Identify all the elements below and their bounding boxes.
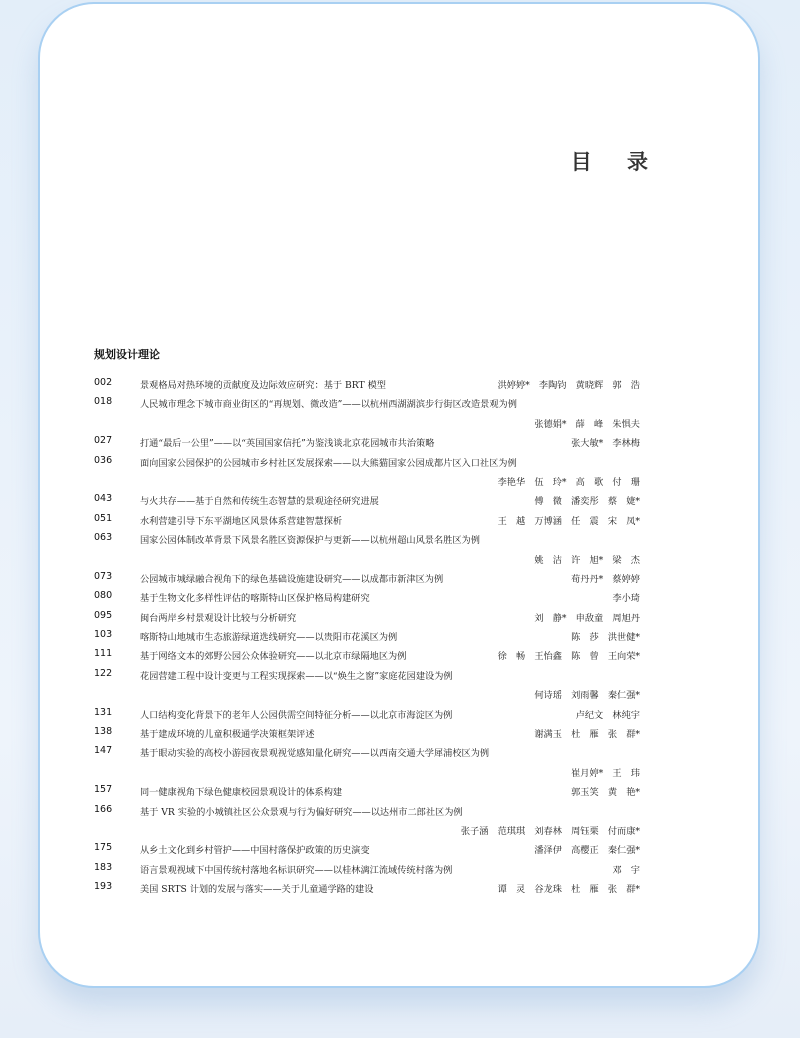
- toc-authors: 王 越 万博涵 任 震 宋 凤*: [497, 515, 640, 527]
- toc-article-title: 从乡土文化到乡村管护——中国村落保护政策的历史演变: [140, 845, 370, 857]
- toc-entry: [94, 762, 640, 781]
- toc-article-title: 闽台两岸乡村景观设计比较与分析研究: [140, 612, 297, 624]
- toc-page-number: 018: [94, 396, 113, 408]
- toc-article-title: 公园城市城绿融合视角下的绿色基础设施建设研究——以成都市新津区为例: [140, 573, 444, 585]
- toc-authors: 刘 静* 申敌童 周旭丹: [534, 612, 640, 624]
- toc-entry: [94, 704, 640, 723]
- toc-entry: [94, 626, 640, 645]
- toc-article-title: 基于建成环境的儿童积极通学决策框架评述: [140, 729, 315, 741]
- toc-entry: [94, 471, 640, 490]
- toc-entry: [94, 820, 640, 839]
- toc-entry: [94, 878, 640, 897]
- toc-authors: 邓 宇: [612, 864, 640, 876]
- toc-article-title: 花园营建工程中设计变更与工程实现探索——以“焕生之窗”家庭花园建设为例: [140, 670, 453, 682]
- toc-page-number: 157: [94, 784, 113, 796]
- toc-authors: 张德娟* 薛 峰 朱惧夫: [534, 418, 640, 430]
- toc-page-number: 043: [94, 493, 113, 505]
- toc-authors: 崔月婷* 王 玮: [571, 767, 640, 779]
- toc-authors: 何诗瑶 刘雨馨 秦仁强*: [534, 690, 640, 702]
- toc-article-title: 基于网络文本的郊野公园公众体验研究——以北京市绿隔地区为例: [140, 651, 407, 663]
- toc-page-number: 131: [94, 706, 113, 718]
- toc-article-title: 人口结构变化背景下的老年人公园供需空间特征分析——以北京市海淀区为例: [140, 709, 453, 721]
- toc-page-number: 122: [94, 667, 113, 679]
- toc-article-title: 面向国家公园保护的公园城市乡村社区发展探索——以大熊猫国家公园成都片区入口社区为例: [140, 457, 517, 469]
- toc-authors: 谢满玉 杜 雁 张 群*: [534, 729, 640, 741]
- toc-authors: 傅 微 潘奕彤 蔡 婕*: [534, 496, 640, 508]
- toc-entry: [94, 510, 640, 529]
- toc-entry: [94, 452, 640, 471]
- toc-article-title: 国家公园体制改革背景下风景名胜区资源保护与更新——以杭州超山风景名胜区为例: [140, 535, 480, 547]
- toc-page-number: 063: [94, 532, 113, 544]
- toc-entry: [94, 607, 640, 626]
- toc-page-number: 183: [94, 861, 113, 873]
- toc-entry: [94, 568, 640, 587]
- toc-page-number: 138: [94, 726, 113, 738]
- toc-authors: 姚 洁 许 旭* 梁 杰: [534, 554, 640, 566]
- toc-entry: [94, 665, 640, 684]
- toc-page-number: 147: [94, 745, 113, 757]
- toc-entry: [94, 432, 640, 451]
- toc-authors: 潘泽伊 高樱正 秦仁强*: [534, 845, 640, 857]
- toc-authors: 荀丹丹* 蔡婷婷: [571, 573, 640, 585]
- toc-entry: [94, 742, 640, 761]
- toc-entry: [94, 723, 640, 742]
- toc-page-number: 103: [94, 629, 113, 641]
- toc-authors: 张大敏* 李林梅: [571, 438, 640, 450]
- toc-article-title: 同一健康视角下绿色健康校园景观设计的体系构建: [140, 787, 343, 799]
- toc-page-number: 166: [94, 803, 113, 815]
- toc-authors: 洪婷婷* 李陶钧 黄晓辉 郭 浩: [497, 380, 640, 391]
- toc-article-title: 水利营建引导下东平湖地区风景体系营建智慧探析: [140, 515, 343, 527]
- toc-page-number: 027: [94, 435, 113, 447]
- toc-page-number: 002: [94, 377, 113, 388]
- toc-entry: [94, 529, 640, 548]
- toc-authors: 李艳华 伍 玲* 高 歌 付 珊: [497, 476, 640, 488]
- toc-article-title: 基于生物文化多样性评估的喀斯特山区保护格局构建研究: [140, 593, 370, 605]
- toc-article-title: 语言景观视域下中国传统村落地名标识研究——以桂林漓江流域传统村落为例: [140, 864, 453, 876]
- toc-authors: 卢纪文 林纯宇: [575, 709, 640, 721]
- toc-page-number: 193: [94, 881, 113, 893]
- toc-page-number: 080: [94, 590, 113, 602]
- toc-page-number: 036: [94, 454, 113, 466]
- toc-entry: [94, 801, 640, 820]
- page-title: 目 录: [570, 150, 662, 174]
- toc-entry: [94, 839, 640, 858]
- toc-entry: [94, 645, 640, 664]
- toc-article-title: 美国 SRTS 计划的发展与落实——关于儿童通学路的建设: [140, 884, 374, 896]
- toc-authors: 张子涵 范琪琪 刘春林 周钰栗 付而康*: [460, 825, 640, 837]
- toc-authors: 陈 莎 洪世健*: [571, 632, 640, 644]
- toc-article-title: 与火共存——基于自然和传统生态智慧的景观途径研究进展: [140, 496, 379, 508]
- toc-page-number: 111: [94, 648, 113, 660]
- toc-authors: 李小琦: [612, 593, 640, 605]
- toc-entry: [94, 684, 640, 703]
- toc-entry: [94, 549, 640, 568]
- toc-authors: 郭玉笑 黄 艳*: [571, 787, 640, 799]
- toc-entry: [94, 587, 640, 606]
- toc-page-number: 073: [94, 570, 113, 582]
- toc-article-title: 基于 VR 实验的小城镇社区公众景观与行为偏好研究——以达州市二郎社区为例: [140, 806, 463, 818]
- toc-article-title: 喀斯特山地城市生态旅游绿道选线研究——以贵阳市花溪区为例: [140, 632, 398, 644]
- toc-page-number: 051: [94, 512, 113, 524]
- toc-entry: [94, 490, 640, 509]
- toc-article-title: 景观格局对热环境的贡献度及边际效应研究：基于 BRT 模型: [140, 380, 386, 391]
- toc-list: [94, 374, 640, 898]
- toc-entry: [94, 374, 640, 393]
- toc-page-number: 095: [94, 609, 113, 621]
- toc-entry: [94, 859, 640, 878]
- toc-article-title: 基于眼动实验的高校小游园夜景观视觉感知量化研究——以西南交通大学犀浦校区为例: [140, 748, 490, 760]
- toc-authors: 谭 灵 谷龙珠 杜 雁 张 群*: [497, 884, 640, 896]
- section-title: 规划设计理论: [94, 348, 160, 361]
- toc-entry: [94, 413, 640, 432]
- toc-authors: 徐 畅 王怡鑫 陈 曾 王向荣*: [497, 651, 640, 663]
- toc-entry: [94, 781, 640, 800]
- toc-entry: [94, 393, 640, 412]
- toc-article-title: 人民城市理念下城市商业街区的“再规划、微改造”——以杭州西湖湖滨步行街区改造景观为例: [140, 399, 517, 411]
- toc-article-title: 打通“最后一公里”——以“英国国家信托”为鉴浅谈北京花园城市共治策略: [140, 438, 435, 450]
- toc-page-number: 175: [94, 842, 113, 854]
